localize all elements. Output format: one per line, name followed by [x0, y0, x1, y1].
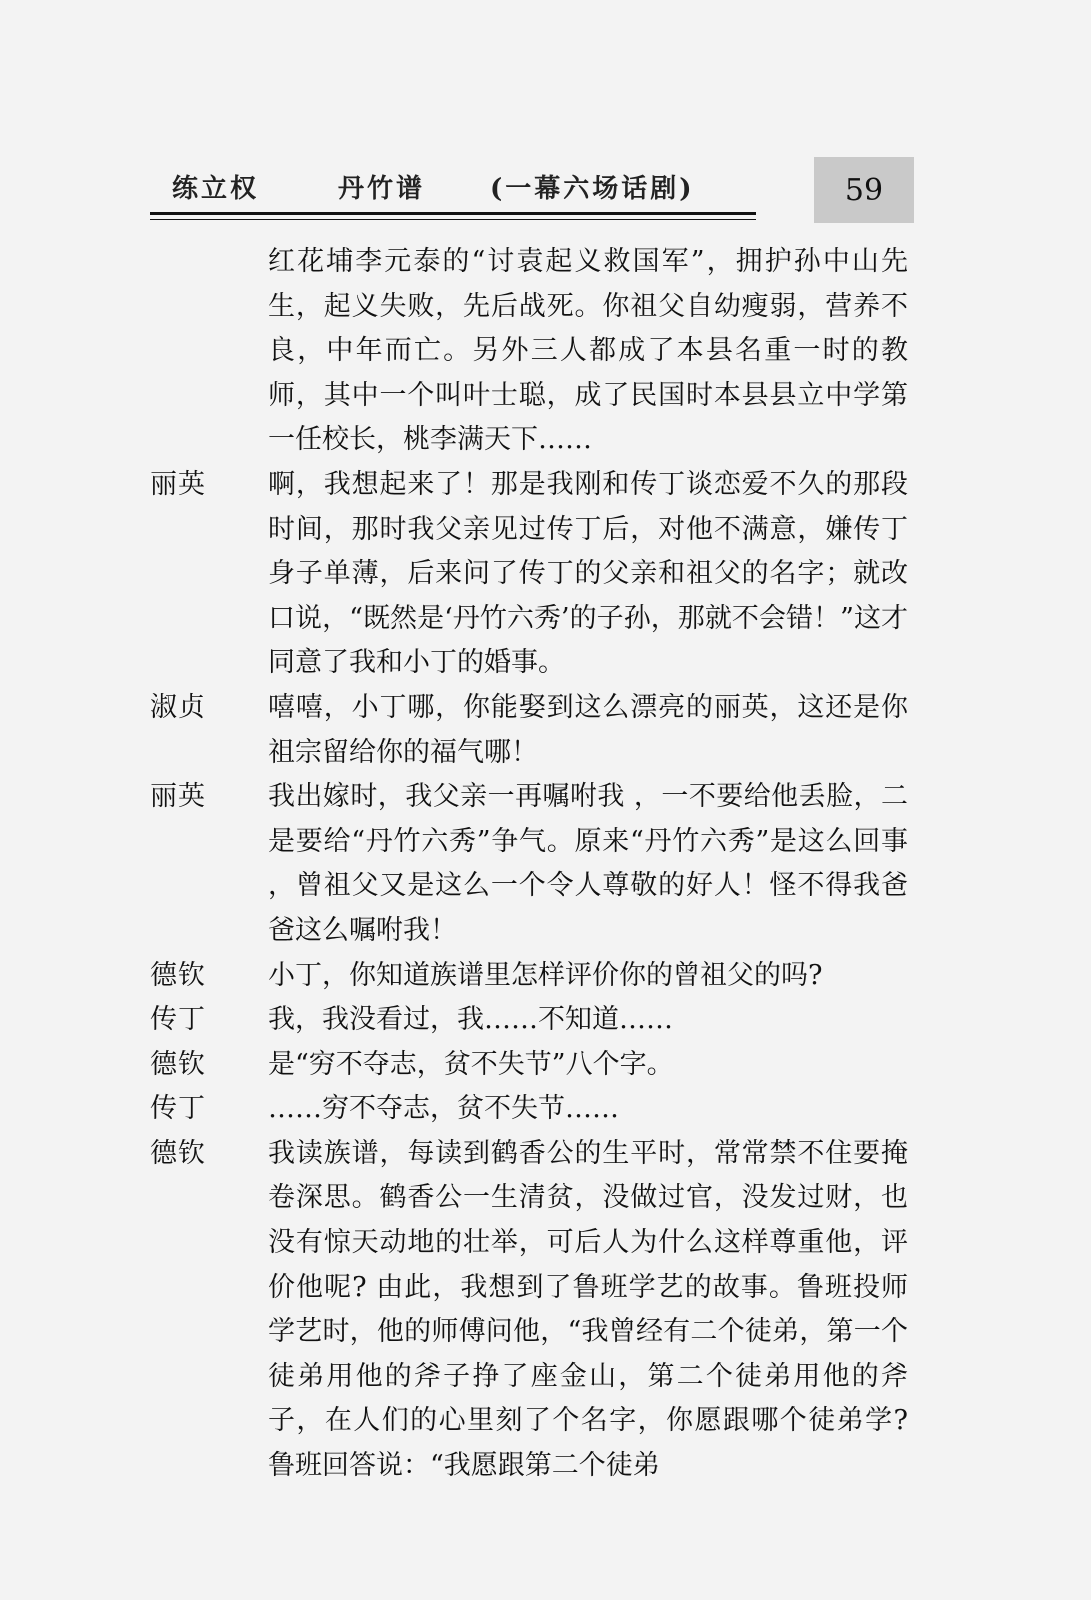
running-header — [150, 160, 910, 230]
speaker-name: 传丁 — [150, 1004, 206, 1036]
speaker-name: 德钦 — [150, 1137, 206, 1169]
dialogue-entry — [150, 954, 920, 999]
header-author: 练立权 — [172, 174, 260, 204]
speech-text: 小丁，你知道族谱里怎样评价你的曾祖父的吗? — [268, 959, 823, 991]
speaker-name: 丽英 — [150, 781, 206, 813]
dialogue-entry — [150, 775, 920, 953]
dialogue-entry — [150, 463, 920, 686]
speech-text: ……穷不夺志，贫不失节…… — [268, 1093, 619, 1125]
speech-text: 我读族谱，每读到鹤香公的生平时，常常禁不住要掩卷深思。鹤香公一生清贫，没做过官，没发过财，也没有惊天动地的壮举，可后人为什么这样尊重他，评价他呢? 由此，我想到了鲁班学艺的故事。鲁班投师学艺时，他的师傅问他，“我曾经有二个徒弟，第一个徒弟用他的斧子挣了座金山，第二个徒弟用他的斧子，在人们的心里刻了个名字，你愿跟哪个徒弟学? 鲁班回答说：“我愿跟第二个徒弟 — [268, 1137, 908, 1482]
speech-text: 我，我没看过，我……不知道…… — [268, 1004, 673, 1036]
dialogue-entry — [150, 998, 920, 1043]
speaker-name: 德钦 — [150, 959, 206, 991]
speaker-name — [150, 240, 268, 463]
dialogue-entry — [150, 1043, 920, 1088]
header-rule-thin — [150, 219, 756, 220]
header-subtitle: (一幕六场话剧) — [490, 174, 695, 204]
speech-text: 我出嫁时，我父亲一再嘱咐我 ，一不要给他丢脸，二是要给“丹竹六秀”争气。原来“丹竹六秀”是这么回事 ，曾祖父又是这么一个令人尊敬的好人！怪不得我爸爸这么嘱咐我！ — [268, 781, 908, 946]
speaker-name: 德钦 — [150, 1048, 206, 1080]
dialogue-entry — [150, 1087, 920, 1132]
speaker-name: 丽英 — [150, 468, 206, 500]
header-title: 丹竹谱 — [338, 174, 426, 204]
speaker-name: 淑贞 — [150, 691, 206, 723]
dialogue-entry — [150, 1132, 920, 1489]
dialogue-entry — [150, 686, 920, 775]
speech-text: 红花埔李元泰的“讨袁起义救国军”，拥护孙中山先生，起义失败，先后战死。你祖父自幼瘦弱，营养不良，中年而亡。另外三人都成了本县名重一时的教师，其中一个叫叶士聪，成了民国时本县县立中学第一任校长，桃李满天下…… — [268, 246, 908, 456]
page-number-box — [814, 157, 914, 223]
speech-text: 是“穷不夺志，贫不失节”八个字。 — [268, 1048, 674, 1080]
speech-text: 嘻嘻，小丁哪，你能娶到这么漂亮的丽英，这还是你祖宗留给你的福气哪！ — [268, 691, 908, 768]
page-number: 59 — [844, 172, 884, 208]
script-body — [150, 240, 920, 1489]
header-rule-thick — [150, 212, 756, 215]
speaker-name: 传丁 — [150, 1093, 206, 1125]
dialogue-entry — [150, 240, 920, 463]
speech-text: 啊，我想起来了！那是我刚和传丁谈恋爱不久的那段时间，那时我父亲见过传丁后，对他不满意，嫌传丁身子单薄，后来问了传丁的父亲和祖父的名字；就改口说，“既然是‘丹竹六秀’的子孙，那就不会错！”这才同意了我和小丁的婚事。 — [268, 468, 908, 679]
